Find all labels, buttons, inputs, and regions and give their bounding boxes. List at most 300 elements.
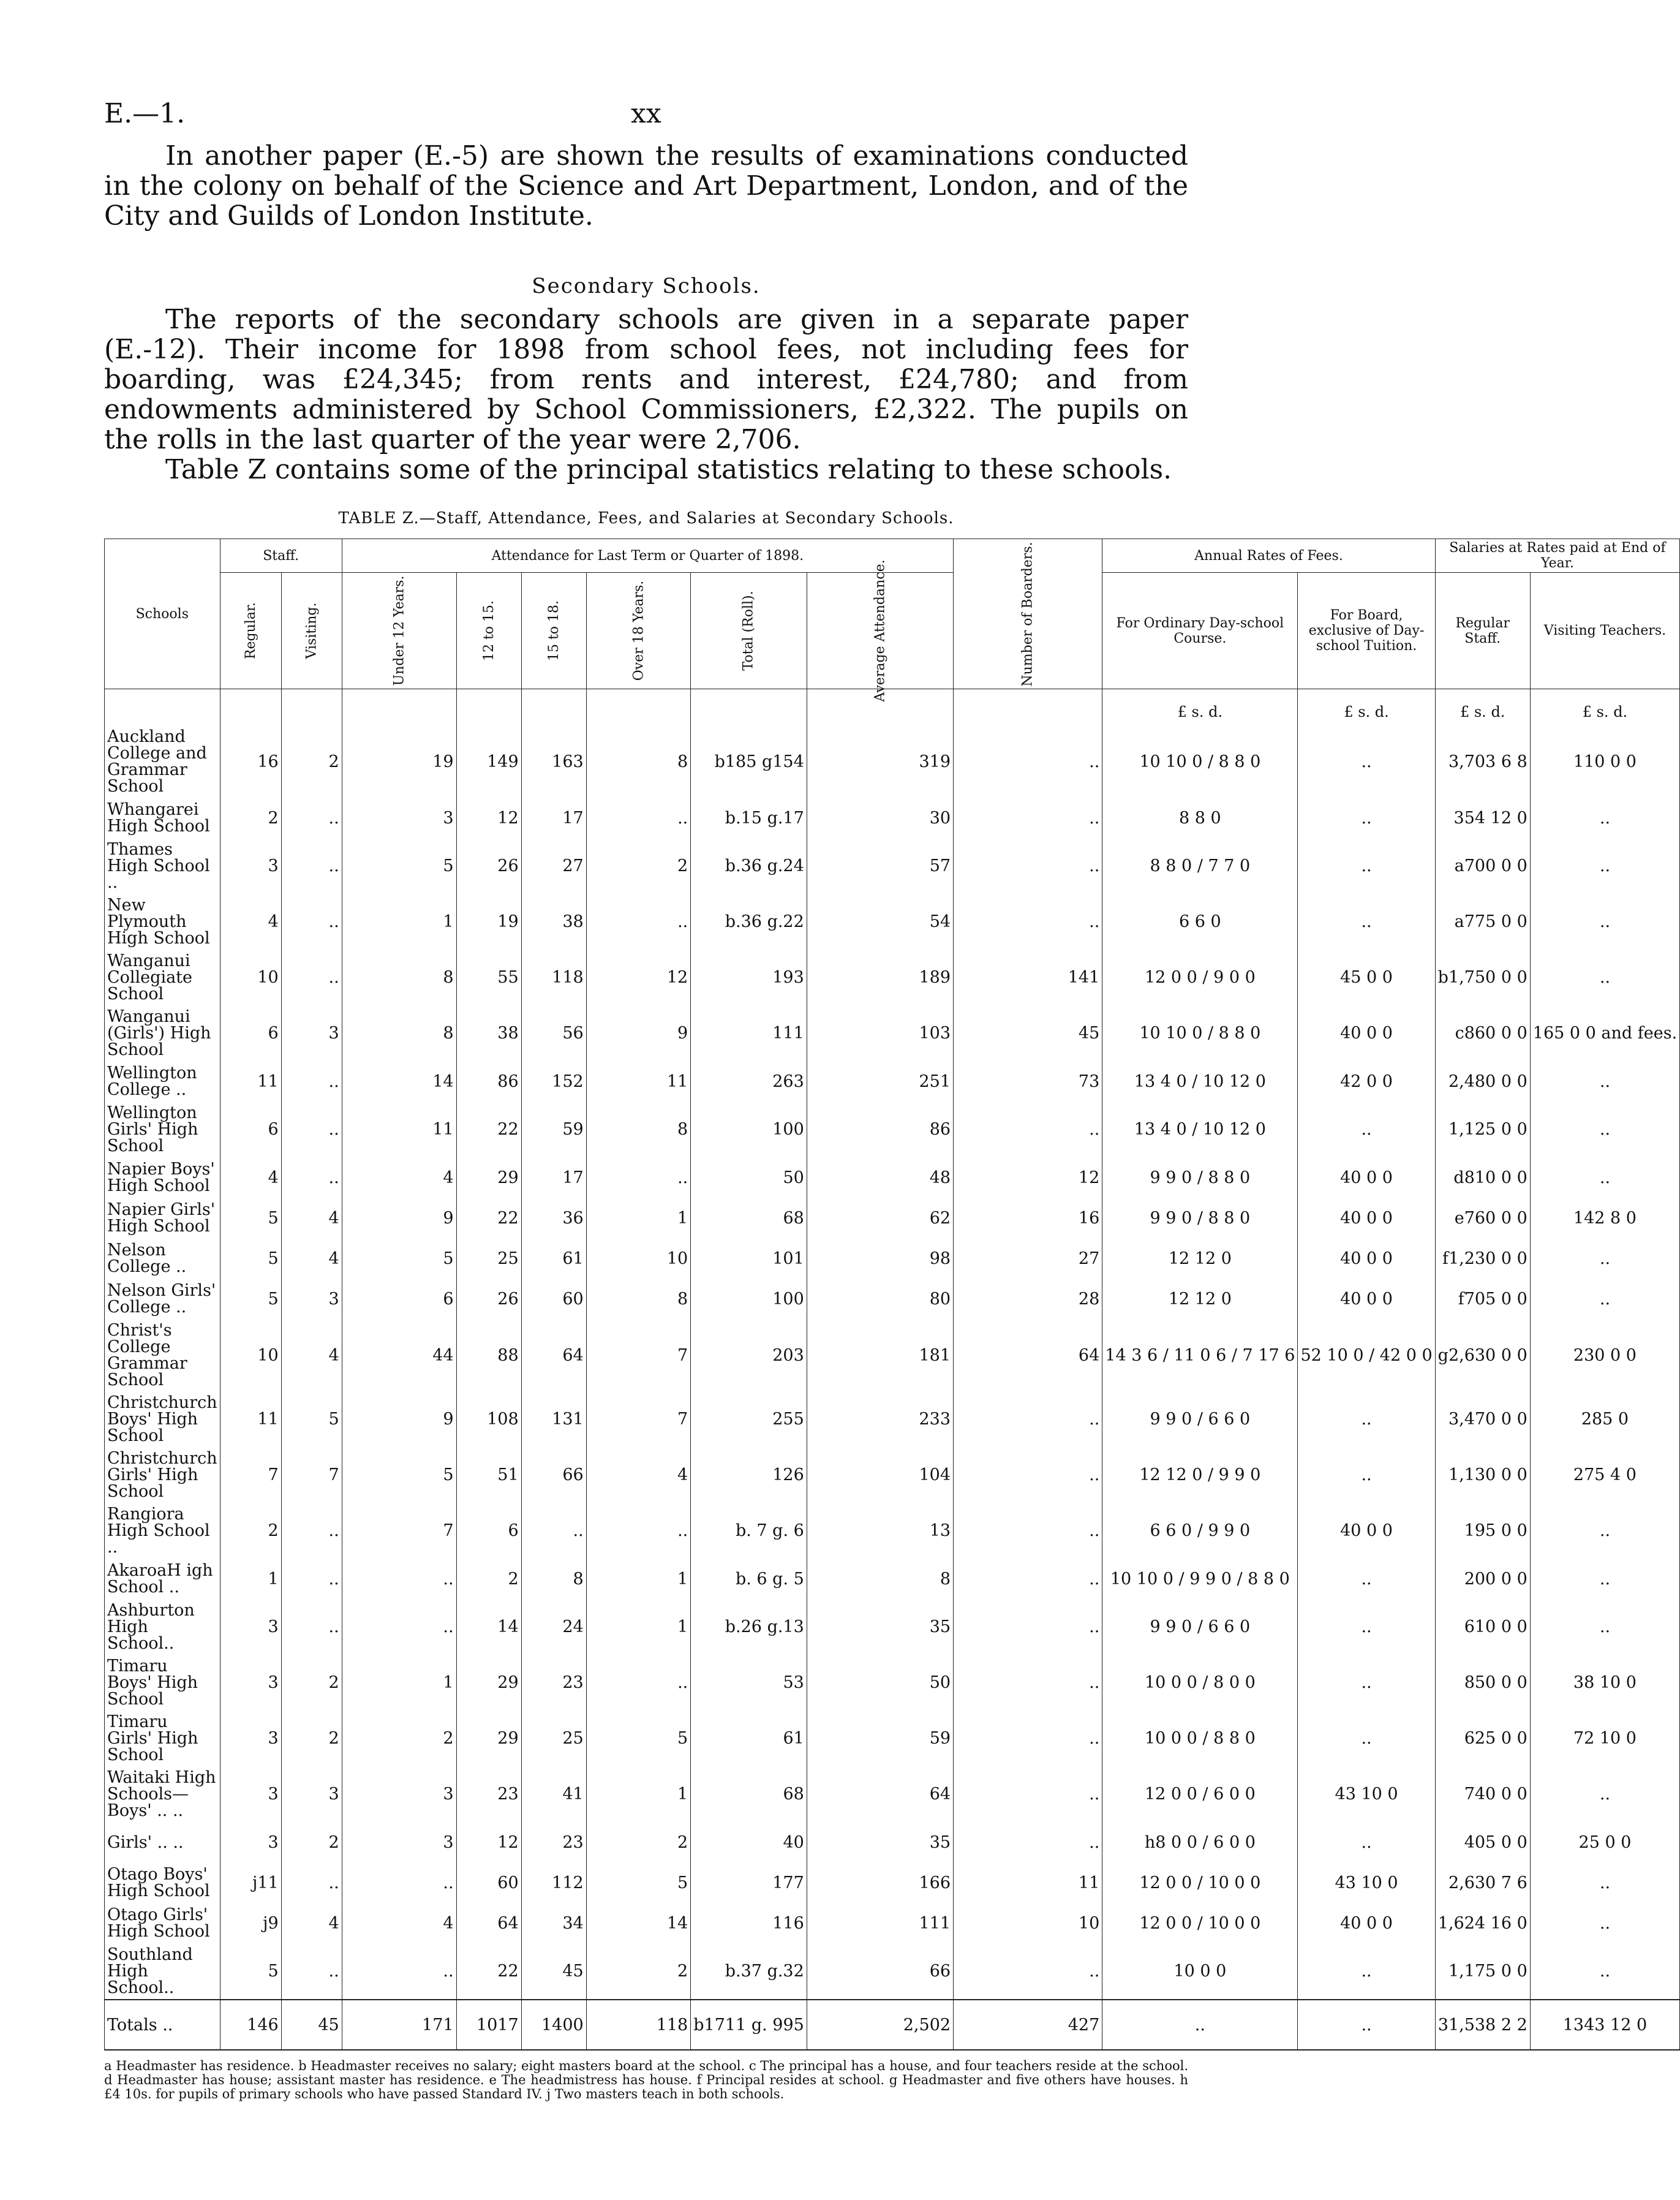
cell-board: 12 [954,1157,1102,1198]
school-name: Otago Girls' High School [105,1903,220,1943]
cell-a15: 36 [521,1198,586,1238]
table-row [105,1822,1680,1862]
cell-avg: 251 [807,1061,953,1102]
cell-sal-vis: .. [1530,1862,1679,1903]
cell-reg: 11 [220,1391,281,1447]
cell-vis: .. [281,1157,342,1198]
school-name: Wellington Girls' High School [105,1102,220,1157]
cell-u12: 1 [342,1655,456,1710]
cell-board: .. [954,798,1102,838]
cell-reg: 2 [220,798,281,838]
school-name: Girls' .. .. [105,1822,220,1862]
cell-board: .. [954,1710,1102,1766]
cell-a15: .. [521,1503,586,1559]
col-under-12: Under 12 Years. [342,573,456,689]
cell-avg: 35 [807,1599,953,1655]
cell-a12: 25 [456,1238,521,1279]
cell-fee-board: .. [1298,725,1435,798]
cell-reg: 3 [220,1822,281,1862]
cell-avg: 50 [807,1655,953,1710]
paragraph-table-intro: Table Z contains some of the principal statistics relating to these schools. [165,454,1172,485]
cell-a12: 12 [456,798,521,838]
cell-o18: 1 [586,1599,691,1655]
table-row [105,1447,1680,1503]
cell-board: .. [954,725,1102,798]
cell-total: b. 7 g. 6 [691,1503,807,1559]
cell-avg: 319 [807,725,953,798]
cell-reg: 5 [220,1198,281,1238]
cell-u12: 8 [342,950,456,1005]
table-row [105,1005,1680,1061]
cell-a12: 108 [456,1391,521,1447]
cell-board: 28 [954,1279,1102,1319]
cell-reg: 16 [220,725,281,798]
cell-o18: 11 [586,1061,691,1102]
cell-sal-reg: 740 0 0 [1435,1766,1530,1822]
cell-sal-reg: 2,480 0 0 [1435,1061,1530,1102]
cell-avg: 111 [807,1903,953,1943]
totals-row [105,2000,1680,2050]
cell-u12: 5 [342,1447,456,1503]
cell-sal-vis: 110 0 0 [1530,725,1679,798]
cell-total: 53 [691,1655,807,1710]
cell-reg: 146 [220,2000,281,2050]
cell-fee-day: .. [1102,2000,1298,2050]
paragraph-reports: The reports of the secondary schools are given in a separate paper (E.-12). Their income for 1898 from school fees, not including fees for boarding, was £24,345; from rents and interest, £24,780; and from endowments administered by School Commissioners, £2,322. The pupils on the rolls in the last quarter of the year were 2,706. [104,304,1188,455]
cell-board: .. [954,1447,1102,1503]
cell-fee-day: 14 3 6 / 11 0 6 / 7 17 6 [1102,1319,1298,1391]
table-row [105,1862,1680,1903]
cell-board: .. [954,1503,1102,1559]
cell-fee-day: 8 8 0 / 7 7 0 [1102,838,1298,894]
cell-vis: 5 [281,1391,342,1447]
cell-fee-board: .. [1298,1822,1435,1862]
cell-fee-board: .. [1298,894,1435,950]
cell-o18: .. [586,798,691,838]
cell-avg: 30 [807,798,953,838]
cell-a12: 26 [456,838,521,894]
cell-o18: 8 [586,1279,691,1319]
cell-u12: 4 [342,1157,456,1198]
school-name: Thames High School .. [105,838,220,894]
cell-fee-day: 9 9 0 / 8 8 0 [1102,1198,1298,1238]
cell-reg: 5 [220,1238,281,1279]
cell-total: 68 [691,1198,807,1238]
cell-sal-reg: 625 0 0 [1435,1710,1530,1766]
cell-avg: 103 [807,1005,953,1061]
cell-u12: 171 [342,2000,456,2050]
school-name: Whangarei High School [105,798,220,838]
school-name: Nelson Girls' College .. [105,1279,220,1319]
cell-u12: 8 [342,1005,456,1061]
cell-vis: 3 [281,1005,342,1061]
cell-vis: .. [281,1559,342,1599]
cell-fee-board: .. [1298,1655,1435,1710]
school-name: Timaru Girls' High School [105,1710,220,1766]
cell-avg: 80 [807,1279,953,1319]
cell-fee-day: 10 10 0 / 8 8 0 [1102,725,1298,798]
cell-board: 73 [954,1061,1102,1102]
cell-avg: 233 [807,1391,953,1447]
cell-fee-day: 10 10 0 / 9 9 0 / 8 8 0 [1102,1559,1298,1599]
cell-o18: 2 [586,838,691,894]
cell-board: 141 [954,950,1102,1005]
school-name: Christchurch Boys' High School [105,1391,220,1447]
cell-fee-board: .. [1298,798,1435,838]
cell-fee-board: 40 0 0 [1298,1279,1435,1319]
cell-u12: 2 [342,1710,456,1766]
cell-avg: 8 [807,1559,953,1599]
cell-sal-reg: 2,630 7 6 [1435,1862,1530,1903]
cell-total: 100 [691,1279,807,1319]
school-name: Wanganui (Girls') High School [105,1005,220,1061]
table-row [105,798,1680,838]
cell-board: .. [954,1102,1102,1157]
cell-sal-reg: f1,230 0 0 [1435,1238,1530,1279]
cell-a15: 59 [521,1102,586,1157]
school-name: Christchurch Girls' High School [105,1447,220,1503]
cell-avg: 62 [807,1198,953,1238]
cell-reg: 6 [220,1102,281,1157]
cell-a15: 41 [521,1766,586,1822]
cell-avg: 86 [807,1102,953,1157]
cell-fee-day: 13 4 0 / 10 12 0 [1102,1102,1298,1157]
cell-o18: 1 [586,1766,691,1822]
cell-a12: 12 [456,1822,521,1862]
cell-a15: 152 [521,1061,586,1102]
table-row [105,1102,1680,1157]
cell-sal-reg: e760 0 0 [1435,1198,1530,1238]
cell-vis: .. [281,894,342,950]
col-total-roll: Total (Roll). [691,573,807,689]
cell-total: 203 [691,1319,807,1391]
cell-sal-reg: 200 0 0 [1435,1559,1530,1599]
cell-vis: 4 [281,1238,342,1279]
cell-total: b. 6 g. 5 [691,1559,807,1599]
cell-a12: 1017 [456,2000,521,2050]
cell-reg: 6 [220,1005,281,1061]
cell-total: 126 [691,1447,807,1503]
cell-vis: 2 [281,1710,342,1766]
school-name: Waitaki High Schools— Boys' .. .. [105,1766,220,1822]
cell-sal-vis: .. [1530,1559,1679,1599]
cell-o18: 1 [586,1198,691,1238]
cell-fee-day: 9 9 0 / 6 6 0 [1102,1391,1298,1447]
cell-total: 100 [691,1102,807,1157]
cell-fee-day: 9 9 0 / 8 8 0 [1102,1157,1298,1198]
cell-board: 27 [954,1238,1102,1279]
cell-fee-day: 12 0 0 / 6 0 0 [1102,1766,1298,1822]
cell-sal-reg: 195 0 0 [1435,1503,1530,1559]
cell-fee-board: .. [1298,1943,1435,2000]
cell-a15: 163 [521,725,586,798]
cell-a12: 6 [456,1503,521,1559]
cell-vis: .. [281,950,342,1005]
document-page [104,98,1678,2101]
cell-fee-board: 40 0 0 [1298,1503,1435,1559]
col-fee-day: For Ordinary Day-school Course. [1102,573,1298,689]
cell-a15: 23 [521,1822,586,1862]
school-name: Wanganui Collegiate School [105,950,220,1005]
cell-fee-board: .. [1298,1102,1435,1157]
cell-a15: 131 [521,1391,586,1447]
cell-fee-board: 40 0 0 [1298,1157,1435,1198]
col-salaries: Salaries at Rates paid at End of Year. [1435,539,1680,573]
cell-a12: 22 [456,1198,521,1238]
table-row [105,1061,1680,1102]
school-name: Wellington College .. [105,1061,220,1102]
table-row [105,1279,1680,1319]
table-row [105,1559,1680,1599]
cell-fee-board: .. [1298,1559,1435,1599]
page-number: xx [631,98,661,129]
cell-sal-vis: .. [1530,798,1679,838]
cell-reg: 5 [220,1279,281,1319]
school-name: AkaroaH igh School .. [105,1559,220,1599]
cell-vis: 4 [281,1198,342,1238]
cell-sal-vis: .. [1530,1061,1679,1102]
table-row [105,1503,1680,1559]
col-staff-visiting: Visiting. [281,573,342,689]
cell-u12: 11 [342,1102,456,1157]
school-name: Rangiora High School .. [105,1503,220,1559]
cell-sal-reg: f705 0 0 [1435,1279,1530,1319]
cell-avg: 13 [807,1503,953,1559]
table-row [105,1238,1680,1279]
table-row [105,1766,1680,1822]
cell-total: 68 [691,1766,807,1822]
cell-total: b.15 g.17 [691,798,807,838]
cell-o18: 7 [586,1391,691,1447]
cell-board: .. [954,1943,1102,2000]
table-row [105,1157,1680,1198]
cell-fee-day: 6 6 0 [1102,894,1298,950]
cell-total: 111 [691,1005,807,1061]
cell-a15: 24 [521,1599,586,1655]
cell-o18: 8 [586,725,691,798]
cell-fee-day: 12 12 0 / 9 9 0 [1102,1447,1298,1503]
cell-a12: 86 [456,1061,521,1102]
cell-sal-reg: g2,630 0 0 [1435,1319,1530,1391]
cell-u12: 14 [342,1061,456,1102]
cell-total: 61 [691,1710,807,1766]
cell-u12: 9 [342,1198,456,1238]
cell-a12: 88 [456,1319,521,1391]
cell-reg: 3 [220,1766,281,1822]
cell-sal-reg: b1,750 0 0 [1435,950,1530,1005]
cell-u12: 44 [342,1319,456,1391]
cell-sal-reg: 3,703 6 8 [1435,725,1530,798]
cell-fee-day: 12 12 0 [1102,1238,1298,1279]
table-row [105,894,1680,950]
cell-reg: 5 [220,1943,281,2000]
cell-reg: 7 [220,1447,281,1503]
cell-sal-reg: 1,130 0 0 [1435,1447,1530,1503]
school-name: Christ's College Grammar School [105,1319,220,1391]
secondary-schools-table [104,539,1680,2051]
cell-total: 193 [691,950,807,1005]
cell-a12: 22 [456,1943,521,2000]
cell-fee-board: 40 0 0 [1298,1005,1435,1061]
cell-board: .. [954,1822,1102,1862]
cell-o18: 12 [586,950,691,1005]
cell-u12: 5 [342,1238,456,1279]
cell-sal-reg: a775 0 0 [1435,894,1530,950]
cell-total: 101 [691,1238,807,1279]
cell-o18: 7 [586,1319,691,1391]
cell-fee-day: 12 12 0 [1102,1279,1298,1319]
cell-total: 263 [691,1061,807,1102]
cell-reg: 11 [220,1061,281,1102]
cell-o18: 1 [586,1559,691,1599]
cell-a15: 23 [521,1655,586,1710]
cell-vis: 7 [281,1447,342,1503]
cell-a12: 149 [456,725,521,798]
cell-total: b.37 g.32 [691,1943,807,2000]
cell-a15: 45 [521,1943,586,2000]
cell-reg: 3 [220,1710,281,1766]
cell-sal-vis: .. [1530,950,1679,1005]
cell-fee-day: 10 0 0 [1102,1943,1298,2000]
cell-sal-vis: 165 0 0 and fees. [1530,1005,1679,1061]
school-name: Napier Boys' High School [105,1157,220,1198]
cell-a12: 38 [456,1005,521,1061]
cell-board: 10 [954,1903,1102,1943]
cell-a15: 64 [521,1319,586,1391]
col-boarders: Number of Boarders. [954,539,1102,689]
cell-vis: .. [281,838,342,894]
cell-fee-board: .. [1298,838,1435,894]
cell-board: .. [954,1766,1102,1822]
cell-u12: 4 [342,1903,456,1943]
cell-board: 427 [954,2000,1102,2050]
col-average-attendance: Average Attendance. [807,573,953,689]
cell-o18: 4 [586,1447,691,1503]
cell-sal-reg: c860 0 0 [1435,1005,1530,1061]
cell-o18: .. [586,1503,691,1559]
cell-sal-vis: 1343 12 0 [1530,2000,1679,2050]
cell-fee-day: 10 0 0 / 8 0 0 [1102,1655,1298,1710]
cell-vis: 2 [281,1822,342,1862]
cell-u12: .. [342,1862,456,1903]
cell-sal-reg: 405 0 0 [1435,1822,1530,1862]
cell-sal-reg: d810 0 0 [1435,1157,1530,1198]
cell-sal-vis: .. [1530,1503,1679,1559]
col-salary-visiting: Visiting Teachers. [1530,573,1679,689]
cell-fee-day: 10 10 0 / 8 8 0 [1102,1005,1298,1061]
cell-avg: 66 [807,1943,953,2000]
cell-a12: 26 [456,1279,521,1319]
cell-a15: 38 [521,894,586,950]
table-row [105,1903,1680,1943]
cell-fee-board: .. [1298,2000,1435,2050]
cell-vis: .. [281,1862,342,1903]
col-15-to-18: 15 to 18. [521,573,586,689]
cell-avg: 48 [807,1157,953,1198]
cell-u12: 6 [342,1279,456,1319]
cell-avg: 166 [807,1862,953,1903]
cell-avg: 181 [807,1319,953,1391]
cell-vis: 2 [281,725,342,798]
table-row [105,838,1680,894]
cell-sal-vis: 275 4 0 [1530,1447,1679,1503]
school-name: New Plymouth High School [105,894,220,950]
table-row [105,1198,1680,1238]
cell-sal-vis: 72 10 0 [1530,1710,1679,1766]
cell-vis: .. [281,798,342,838]
cell-total: 177 [691,1862,807,1903]
cell-sal-vis: 230 0 0 [1530,1319,1679,1391]
cell-a12: 14 [456,1599,521,1655]
cell-o18: 5 [586,1862,691,1903]
cell-a12: 19 [456,894,521,950]
cell-a12: 51 [456,1447,521,1503]
table-row [105,1710,1680,1766]
cell-a15: 34 [521,1903,586,1943]
footnotes: a Headmaster has residence. b Headmaster receives no salary; eight masters board at the school. c The principal has a house, and four teachers reside at the school. d Headmaster has house; assistant master has residence. e The headmistress has house. f Principal resides at school. g Headmaster and five others have houses. h £4 10s. for pupils of primary schools who have passed Standard IV. j Two masters teach in both schools. [104,2058,1188,2101]
school-name: Totals .. [105,2000,220,2050]
cell-a15: 66 [521,1447,586,1503]
cell-fee-day: 12 0 0 / 9 0 0 [1102,950,1298,1005]
school-name: Nelson College .. [105,1238,220,1279]
cell-u12: 7 [342,1503,456,1559]
cell-sal-vis: 142 8 0 [1530,1198,1679,1238]
cell-sal-reg: 31,538 2 2 [1435,2000,1530,2050]
table-row [105,1655,1680,1710]
school-name: Napier Girls' High School [105,1198,220,1238]
cell-o18: 10 [586,1238,691,1279]
cell-avg: 35 [807,1822,953,1862]
page-header [104,98,1188,141]
cell-reg: 3 [220,1599,281,1655]
cell-u12: .. [342,1599,456,1655]
cell-vis: 3 [281,1279,342,1319]
school-name: Southland High School.. [105,1943,220,2000]
col-attendance: Attendance for Last Term or Quarter of 1898. [342,539,953,573]
cell-sal-reg: a700 0 0 [1435,838,1530,894]
cell-a15: 27 [521,838,586,894]
cell-a15: 56 [521,1005,586,1061]
cell-sal-reg: 850 0 0 [1435,1655,1530,1710]
cell-a15: 17 [521,798,586,838]
cell-sal-reg: 610 0 0 [1435,1599,1530,1655]
cell-a15: 61 [521,1238,586,1279]
cell-avg: 57 [807,838,953,894]
cell-fee-board: 43 10 0 [1298,1862,1435,1903]
table-body [105,689,1680,2051]
cell-sal-vis: .. [1530,1102,1679,1157]
col-staff: Staff. [220,539,342,573]
cell-a12: 60 [456,1862,521,1903]
cell-u12: 3 [342,1766,456,1822]
cell-fee-day: 13 4 0 / 10 12 0 [1102,1061,1298,1102]
cell-a15: 17 [521,1157,586,1198]
units-row: £ s. d. £ s. d. £ s. d. £ s. d. [105,689,1680,726]
col-salary-regular: Regular Staff. [1435,573,1530,689]
cell-o18: 14 [586,1903,691,1943]
cell-total: 40 [691,1822,807,1862]
cell-fee-day: h8 0 0 / 6 0 0 [1102,1822,1298,1862]
cell-vis: 4 [281,1319,342,1391]
cell-board: .. [954,1559,1102,1599]
cell-a12: 22 [456,1102,521,1157]
cell-vis: 45 [281,2000,342,2050]
cell-a15: 25 [521,1710,586,1766]
cell-fee-board: 40 0 0 [1298,1198,1435,1238]
cell-fee-board: 43 10 0 [1298,1766,1435,1822]
school-name: Timaru Boys' High School [105,1655,220,1710]
cell-board: 64 [954,1319,1102,1391]
